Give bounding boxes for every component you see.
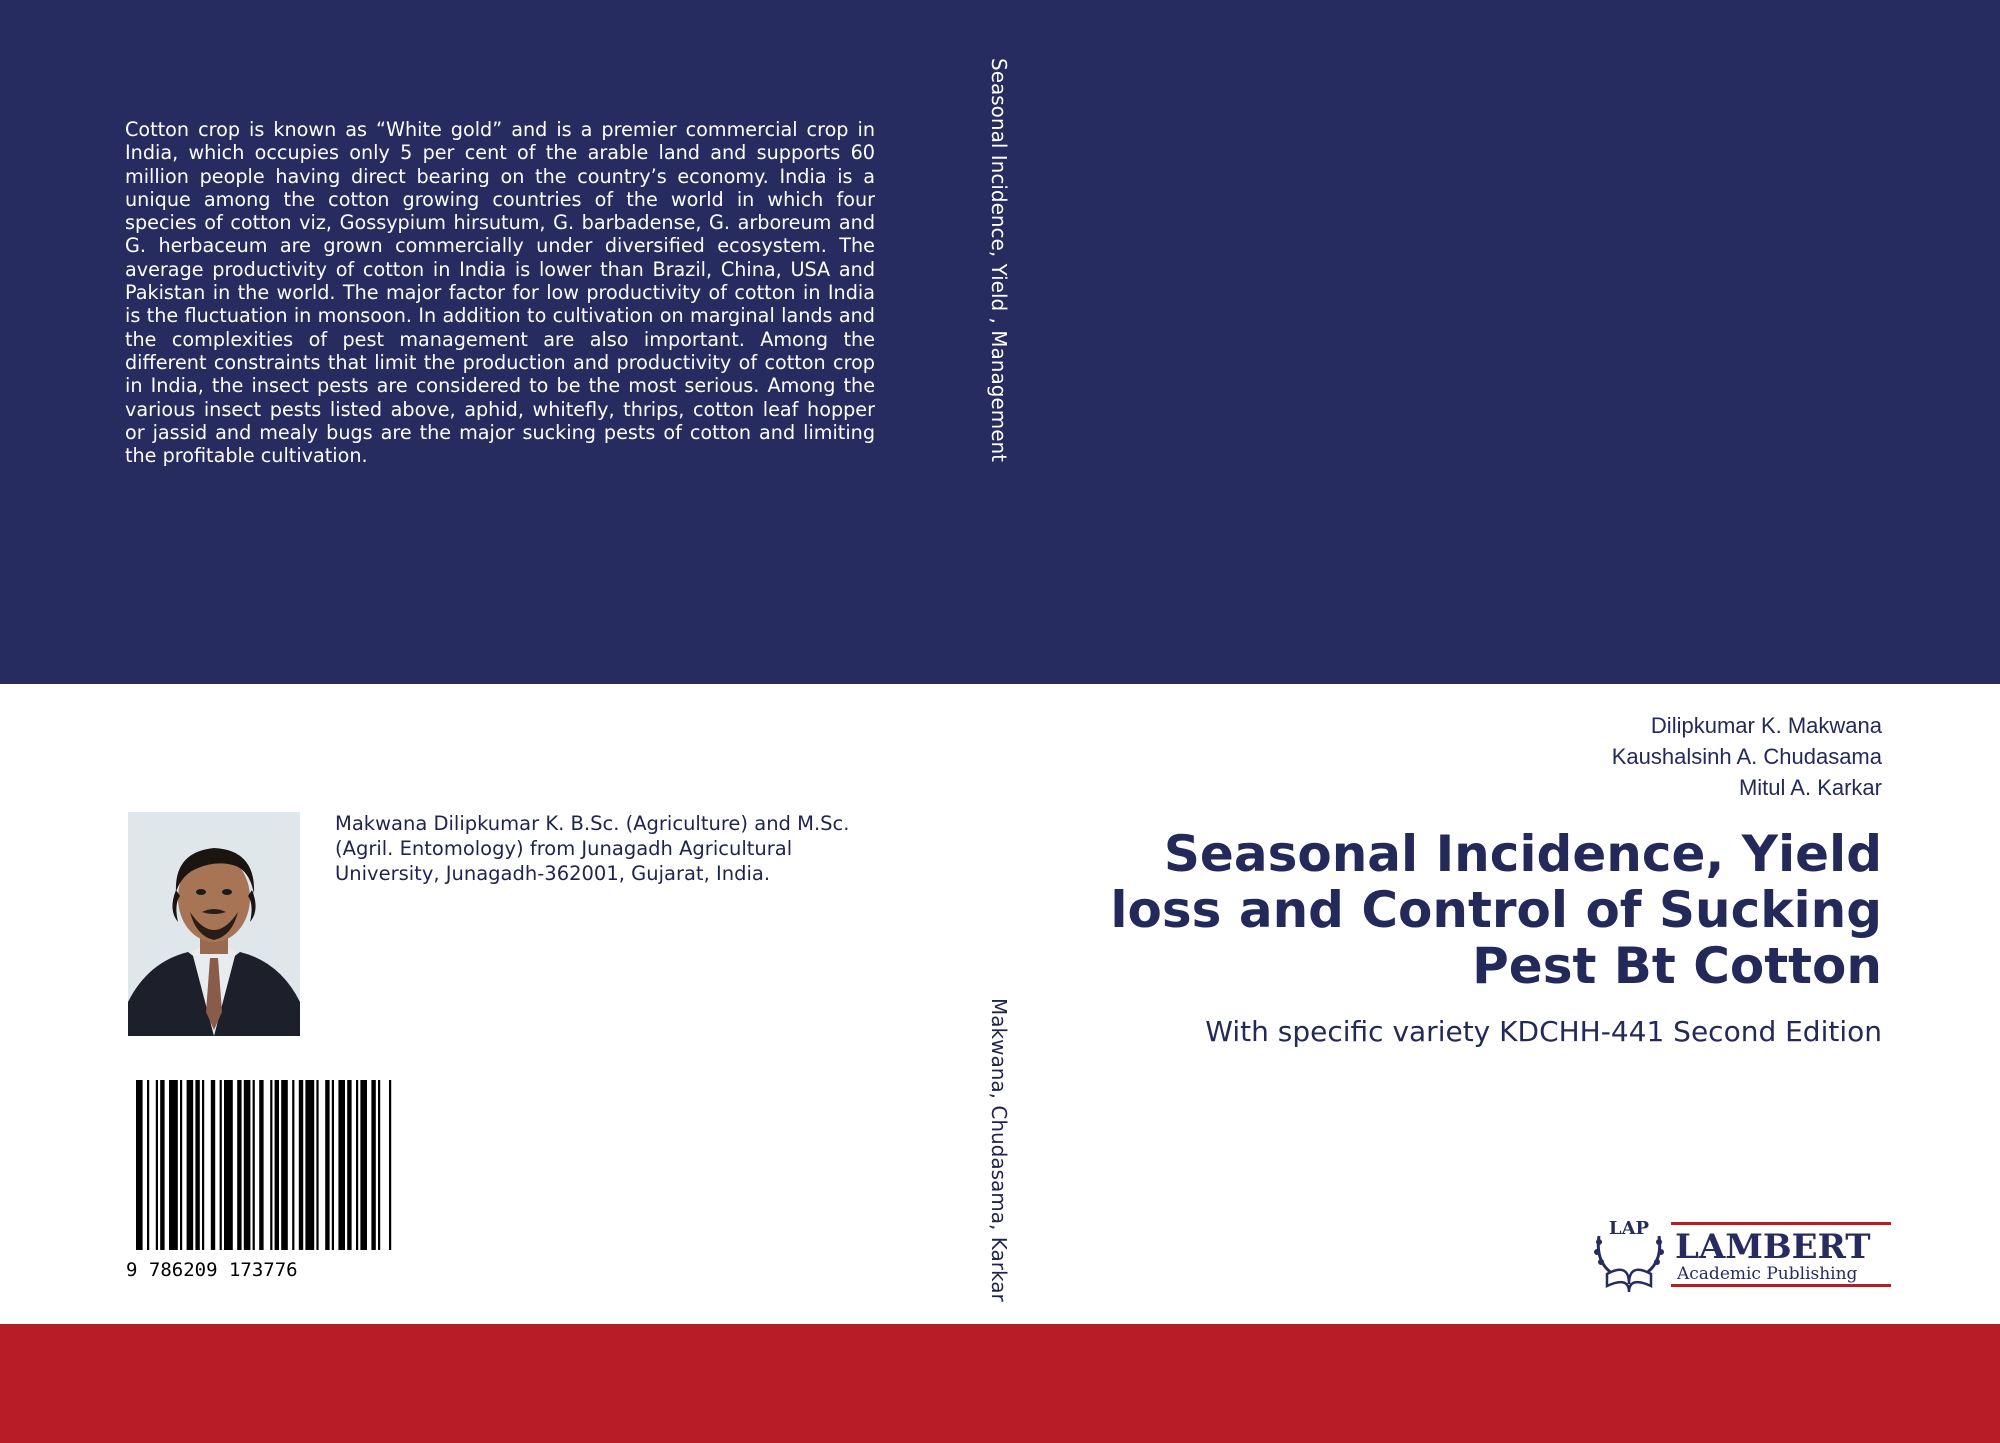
barcode-bar bbox=[156, 1080, 158, 1250]
bottom-red-band bbox=[0, 1324, 2000, 1443]
barcode-bar bbox=[275, 1080, 279, 1250]
barcode-bar bbox=[180, 1080, 182, 1250]
barcode-bar bbox=[195, 1080, 199, 1250]
barcode-bar bbox=[325, 1080, 329, 1250]
barcode-bar bbox=[316, 1080, 318, 1250]
book-title-line: loss and Control of Sucking bbox=[1110, 881, 1882, 939]
book-subtitle: With specific variety KDCHH-441 Second Edition bbox=[1205, 1015, 1882, 1048]
author-bio: Makwana Dilipkumar K. B.Sc. (Agriculture) and M.Sc.(Agril. Entomology) from Junagadh Agricultural University, Junagadh-362001, Gujarat, India. bbox=[335, 812, 850, 885]
spine-title: Seasonal Incidence, Yield , Management bbox=[987, 58, 1011, 463]
barcode-bar bbox=[220, 1080, 222, 1250]
barcode-bar bbox=[270, 1080, 272, 1250]
barcode-bar bbox=[244, 1080, 251, 1250]
barcode-bar bbox=[371, 1080, 375, 1250]
barcode-bar bbox=[169, 1080, 178, 1250]
barcode-bar bbox=[224, 1080, 233, 1250]
author-name: Dilipkumar K. Makwana bbox=[1650, 713, 1882, 738]
logo-tagline: Academic Publishing bbox=[1677, 1264, 1858, 1284]
barcode-bar bbox=[281, 1080, 288, 1250]
barcode-bar bbox=[356, 1080, 358, 1250]
barcode-bar bbox=[202, 1080, 204, 1250]
barcode-bar bbox=[147, 1080, 149, 1250]
barcode-bar bbox=[187, 1080, 194, 1250]
author-photo bbox=[128, 812, 300, 1036]
barcode-bar bbox=[389, 1080, 391, 1250]
barcode-bar bbox=[332, 1080, 334, 1250]
barcode-bar bbox=[211, 1080, 215, 1250]
barcode-bar bbox=[259, 1080, 263, 1250]
barcode-bar bbox=[237, 1080, 241, 1250]
logo-badge: LAP bbox=[1608, 1218, 1650, 1239]
barcode-icon bbox=[126, 1080, 456, 1282]
author-name: Mitul A. Karkar bbox=[1738, 775, 1882, 800]
barcode-bar bbox=[292, 1080, 294, 1250]
book-title-line: Pest Bt Cotton bbox=[1472, 937, 1882, 995]
barcode-bar bbox=[305, 1080, 314, 1250]
author-list bbox=[1612, 710, 1882, 803]
author-name: Kaushalsinh A. Chudasama bbox=[1611, 744, 1882, 769]
book-title bbox=[1062, 826, 1882, 994]
spine-authors: Makwana, Chudasama, Karkar bbox=[987, 998, 1011, 1302]
isbn-digits: 9 786209 173776 bbox=[126, 1259, 298, 1281]
book-title-line: Seasonal Incidence, Yield bbox=[1163, 825, 1882, 883]
barcode-bar bbox=[338, 1080, 345, 1250]
barcode-bar bbox=[347, 1080, 351, 1250]
barcode-bar bbox=[360, 1080, 367, 1250]
barcode-bar bbox=[378, 1080, 380, 1250]
logo-name: LAMBERT bbox=[1675, 1227, 1871, 1267]
barcode-bar bbox=[160, 1080, 164, 1250]
barcode-bar bbox=[253, 1080, 255, 1250]
barcode-bar bbox=[136, 1080, 143, 1250]
lap-logo-icon bbox=[1585, 1212, 1895, 1302]
back-cover-blurb: Cotton crop is known as “White gold” and is a premier commercial crop in India, which occupies only 5 per cent of the arable land and supports 60 million people having direct bearing on the country’s economy. India is a unique among the cotton growing countries of the world in which four species of cotton viz, Gossypium hirsutum, G. barbadense, G. arboreum and G. herbaceum are grown commercially under diversified ecosystem. The average productivity of cotton in India is lower than Brazil, China, USA and Pakistan in the world. The major factor for low productivity of cotton in India is the fluctuation in monsoon. In addition to cultivation on marginal lands and the complexities of pest management are also important. Among the different constraints that limit the production and productivity of cotton crop in India, the insect pests are considered to be the most serious. Among the various insect pests listed above, aphid, whitefly, thrips, cotton leaf hopper or jassid and mealy bugs are the major sucking pests of cotton and limiting the profitable cultivation. bbox=[125, 118, 875, 468]
barcode-bar bbox=[299, 1080, 303, 1250]
